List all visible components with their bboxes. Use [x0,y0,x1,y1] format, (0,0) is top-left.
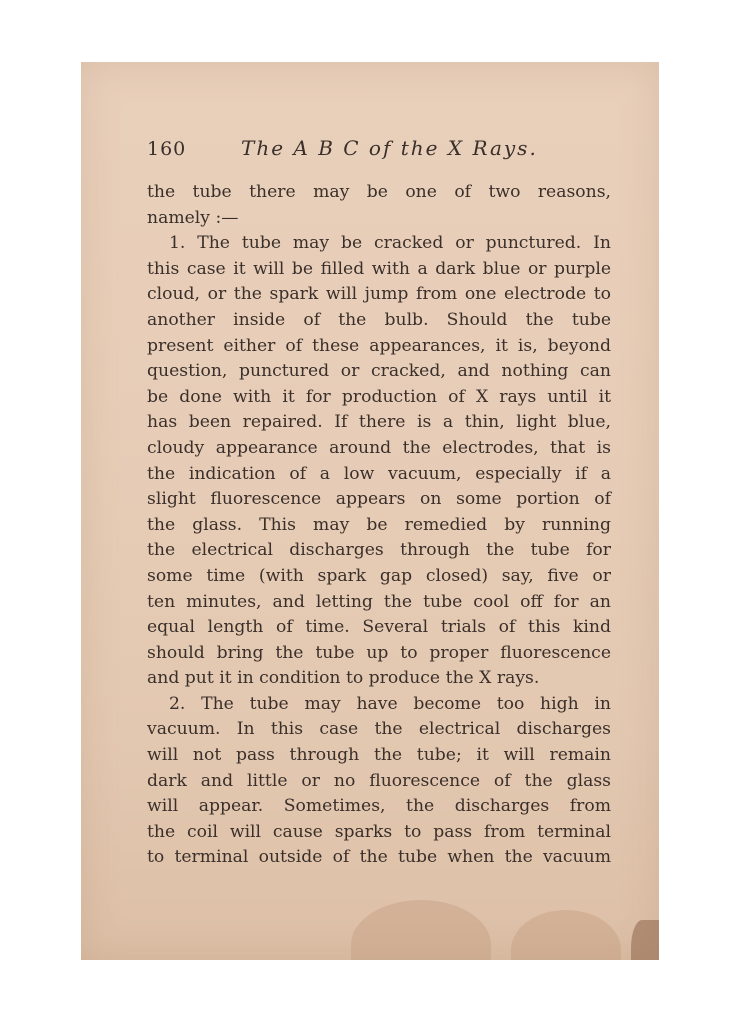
text-line: namely :— [147,207,239,228]
text-line: and put it in condition to produce the X rays. [147,668,540,689]
text-line: 2. The tube may have become too high in [169,693,611,714]
text-line: to terminal outside of the tube when the vacuum [147,847,611,868]
text-line: should bring the tube up to proper fluorescence [147,642,611,663]
text-line: the indication of a low vacuum, especially if a [147,463,611,484]
page-edge-shadow [631,920,659,960]
text-line: some time (with spark gap closed) say, five or [147,565,611,586]
text-line: slight fluorescence appears on some portion of [147,489,611,510]
text-line: the electrical discharges through the tube for [147,540,611,561]
text-line: this case it will be filled with a dark blue or purple [147,258,611,279]
text-line: 1. The tube may be cracked or punctured. In [169,233,611,254]
text-line: be done with it for production of X rays until it [147,386,611,407]
text-line: cloudy appearance around the electrodes, that is [147,437,611,458]
page-stain [511,910,621,960]
page-number: 160 [147,138,187,160]
text-line: will appear. Sometimes, the discharges from [147,796,611,817]
text-line: ten minutes, and letting the tube cool off for an [147,591,611,612]
text-line: the tube there may be one of two reasons, [147,182,611,202]
page-stain [351,900,491,960]
text-line: present either of these appearances, it is, beyond [147,335,611,356]
text-line: the coil will cause sparks to pass from terminal [147,821,611,842]
body-text [147,180,611,871]
text-line: vacuum. In this case the electrical discharges [147,719,611,740]
book-page [81,62,659,960]
text-line: question, punctured or cracked, and nothing can [147,361,611,382]
running-title: The A B C of the X Rays. [241,136,538,160]
text-line: another inside of the bulb. Should the tube [147,309,611,330]
text-line: the glass. This may be remedied by running [147,514,611,535]
running-header [147,138,607,168]
text-line: has been repaired. If there is a thin, light blue, [147,412,611,433]
text-line: equal length of time. Several trials of this kind [147,617,611,638]
text-line: cloud, or the spark will jump from one electrode to [147,284,611,305]
text-line: dark and little or no fluorescence of the glass [147,770,611,791]
text-line: will not pass through the tube; it will remain [147,745,611,766]
